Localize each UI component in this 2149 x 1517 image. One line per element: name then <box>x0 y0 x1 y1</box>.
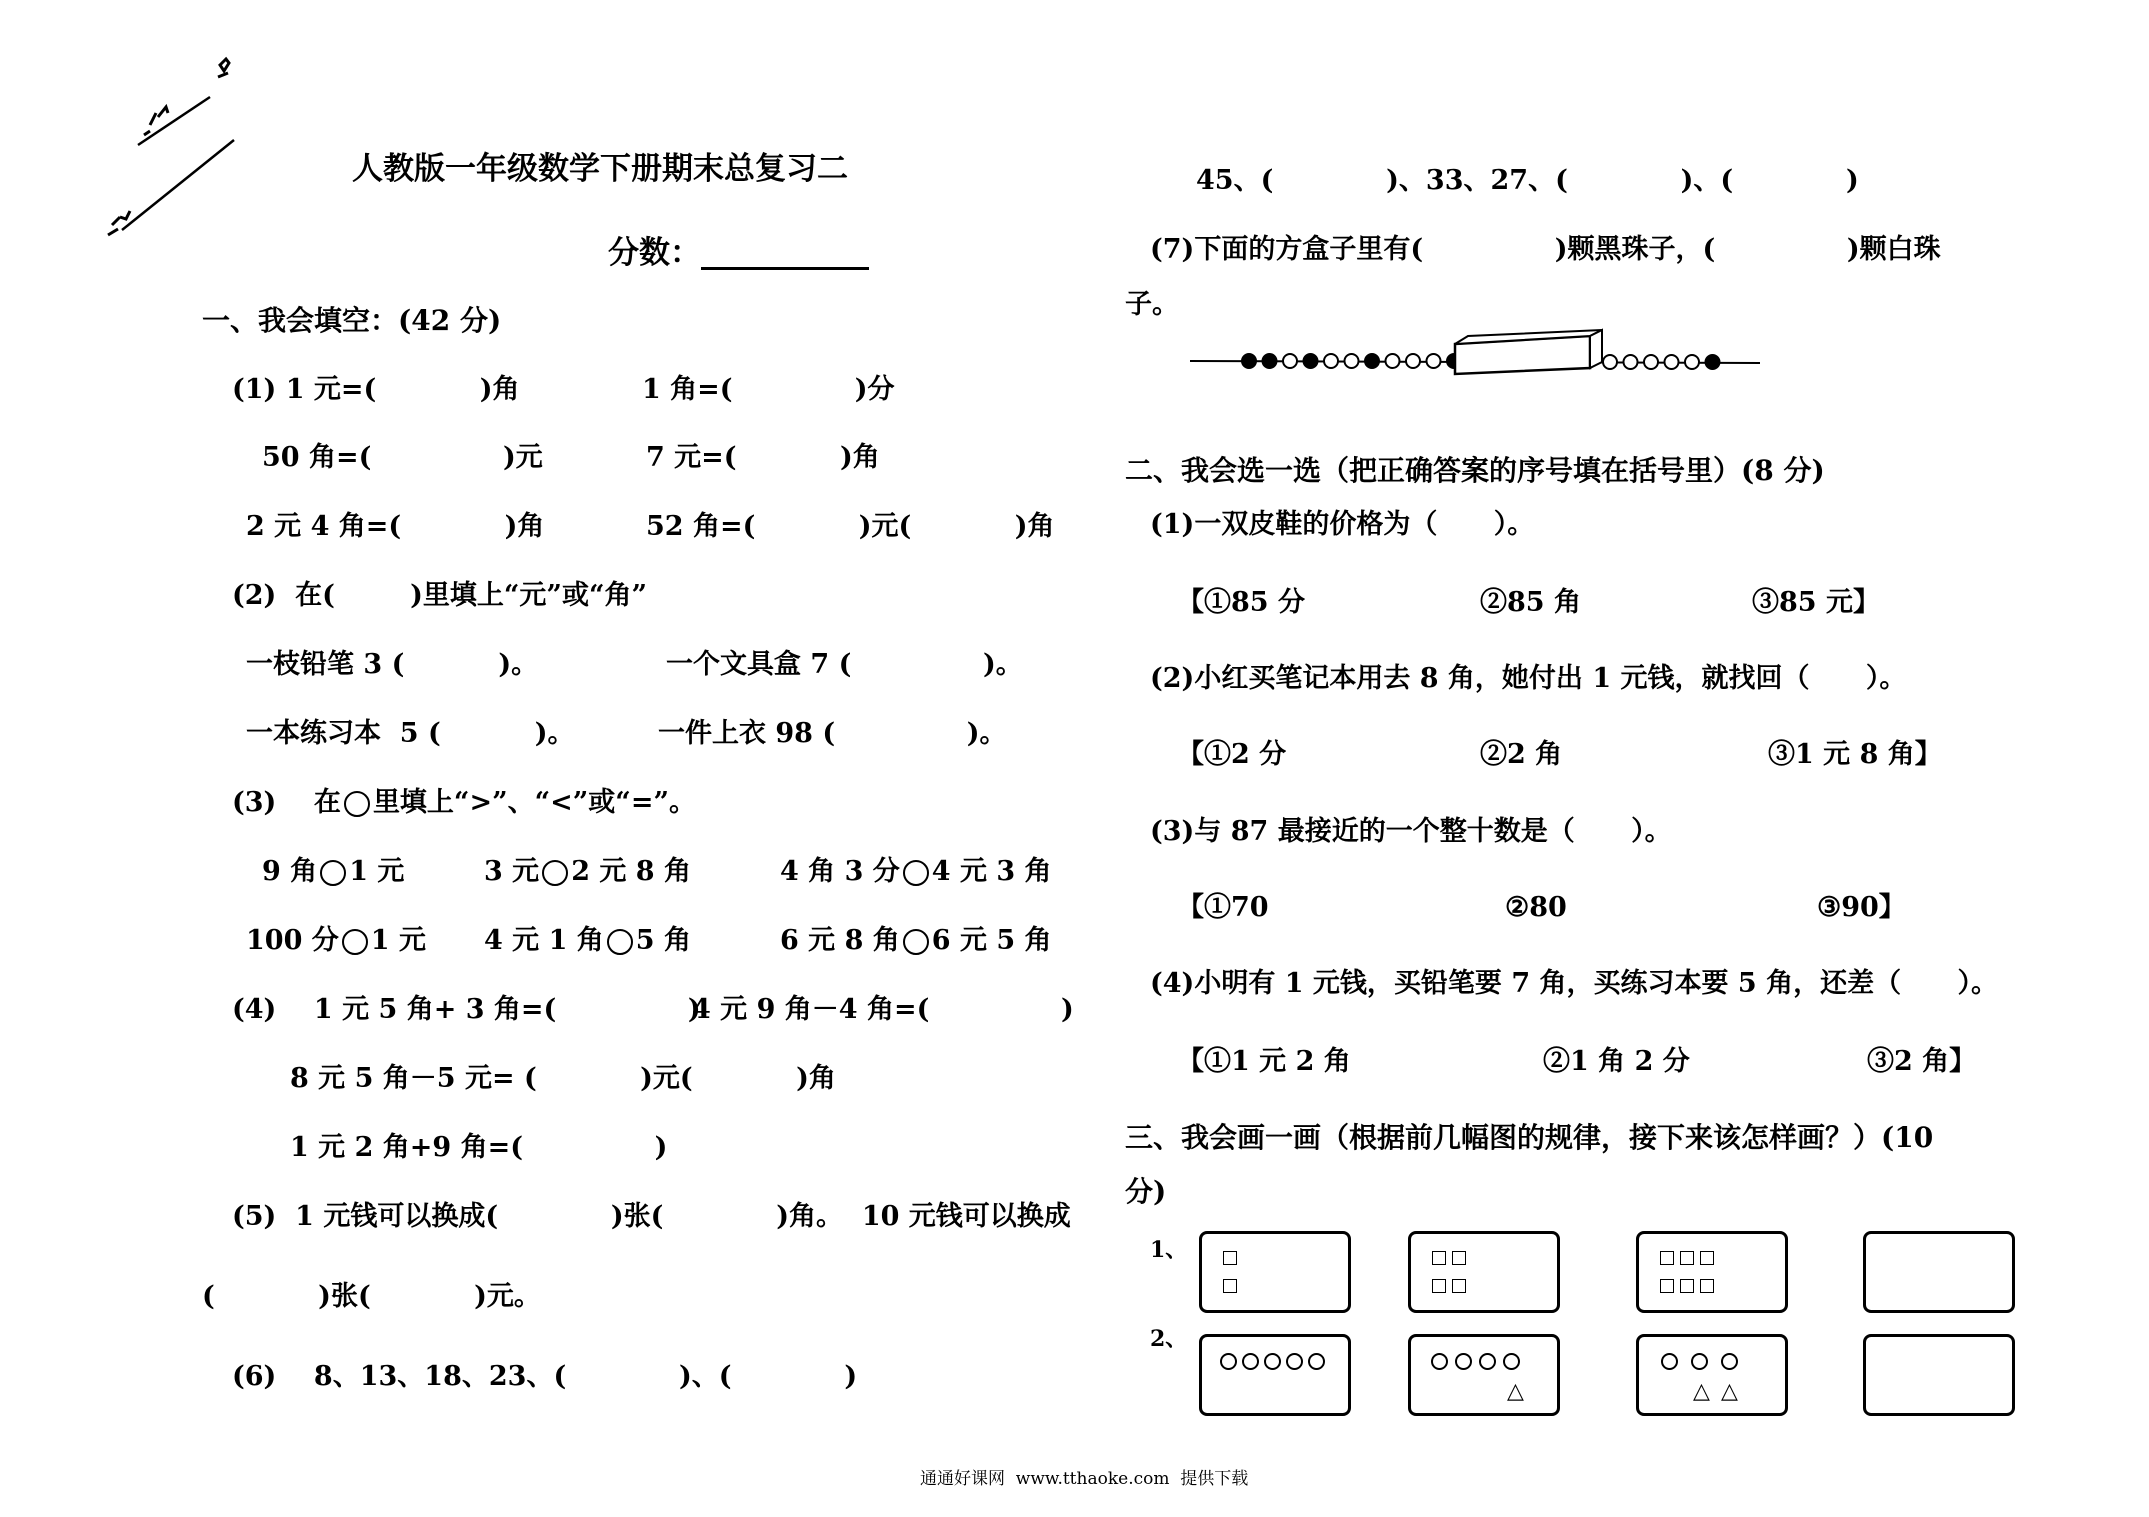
white-bead <box>1283 354 1297 368</box>
black-bead <box>1242 354 1256 368</box>
q2-item-d: 一件上衣 98 ( )。 <box>658 718 1007 749</box>
black-bead <box>1365 354 1379 368</box>
s2-option[interactable]: ②85 角 <box>1480 587 1581 618</box>
white-bead <box>1345 354 1359 368</box>
square-icon <box>1452 1279 1466 1293</box>
answer-draw-box[interactable] <box>1863 1231 2015 1313</box>
white-bead <box>1624 355 1638 369</box>
pattern-box <box>1636 1231 1788 1313</box>
q4-a: (4) 1 元 5 角+ 3 角=( ) <box>232 994 701 1025</box>
s2-option[interactable]: ②1 角 2 分 <box>1543 1046 1690 1077</box>
square-icon <box>1700 1279 1714 1293</box>
white-bead <box>1324 354 1338 368</box>
q3-r2-item: 6 元 8 角 6 元 5 角 <box>780 925 1052 956</box>
q3-intro: (3) 在 里填上“>”、“<”或“=”。 <box>232 787 696 818</box>
q7-b: 子。 <box>1125 289 1179 320</box>
pattern-box <box>1636 1334 1788 1416</box>
circle-icon <box>1431 1353 1448 1370</box>
q4-c: 8 元 5 角－5 元= ( )元( )角 <box>290 1063 836 1094</box>
square-icon <box>1432 1279 1446 1293</box>
pattern-box <box>1408 1334 1560 1416</box>
q5-b: ( )张( )元。 <box>202 1281 541 1312</box>
s2-option[interactable]: ③90】 <box>1817 892 1906 923</box>
square-icon <box>1223 1279 1237 1293</box>
triangle-icon: △ <box>1721 1379 1738 1404</box>
q3-r1-item: 3 元 2 元 8 角 <box>484 856 691 887</box>
white-bead <box>1603 355 1617 369</box>
q3-r1-item: 9 角 1 元 <box>262 856 405 887</box>
s2-question: (4)小明有 1 元钱，买铅笔要 7 角，买练习本要 5 角，还差（ ）。 <box>1150 968 1998 999</box>
pattern-row-label: 2、 <box>1150 1326 1188 1352</box>
circle-icon <box>1691 1353 1708 1370</box>
circle-icon <box>1721 1353 1738 1370</box>
footer-credit: 通通好课网 www.tthaoke.com 提供下载 <box>920 1469 1249 1489</box>
circle-icon <box>1242 1353 1259 1370</box>
white-bead <box>1644 355 1658 369</box>
q3-r2-item: 4 元 1 角 5 角 <box>484 925 691 956</box>
answer-circle[interactable] <box>320 860 346 886</box>
answer-circle[interactable] <box>903 929 929 955</box>
s2-option[interactable]: ②80 <box>1505 892 1567 923</box>
q4-b: 4 元 9 角－4 角=( ) <box>692 994 1074 1025</box>
white-bead <box>1386 354 1400 368</box>
q1-row3-b: 52 角=( )元( )角 <box>646 511 1055 542</box>
q3-r1-item: 4 角 3 分 4 元 3 角 <box>780 856 1052 887</box>
q1-row1-b: 1 角=( )分 <box>642 374 895 405</box>
circle-icon <box>1220 1353 1237 1370</box>
s2-question: (2)小红买笔记本用去 8 角，她付出 1 元钱，就找回（ ）。 <box>1150 663 1907 694</box>
black-bead <box>1263 354 1277 368</box>
section3-heading: 三、我会画一画（根据前几幅图的规律，接下来该怎样画？）(10 <box>1125 1121 1934 1154</box>
s2-option[interactable]: 【①85 分 <box>1177 587 1305 618</box>
circle-icon <box>1479 1353 1496 1370</box>
white-bead <box>1406 354 1420 368</box>
square-icon <box>1680 1279 1694 1293</box>
pattern-row-label: 1、 <box>1150 1237 1188 1263</box>
pattern-box <box>1199 1334 1351 1416</box>
white-bead <box>1685 355 1699 369</box>
square-icon <box>1700 1251 1714 1265</box>
answer-draw-box[interactable] <box>1863 1334 2015 1416</box>
q1-row2-b: 7 元=( )角 <box>646 442 880 473</box>
s2-option[interactable]: ③85 元】 <box>1752 587 1880 618</box>
pattern-box <box>1199 1231 1351 1313</box>
q3-r2-item: 100 分 1 元 <box>246 925 426 956</box>
s2-question: (3)与 87 最接近的一个整十数是（ ）。 <box>1150 816 1672 847</box>
bead-string-figure <box>1190 322 1770 382</box>
q1-row1-a: (1) 1 元=( )角 <box>232 374 520 405</box>
section1-heading: 一、我会填空：(42 分) <box>202 304 502 337</box>
score-blank[interactable] <box>701 239 869 270</box>
answer-circle[interactable] <box>903 860 929 886</box>
q2-item-a: 一枝铅笔 3 ( )。 <box>246 649 539 680</box>
circle-icon <box>1455 1353 1472 1370</box>
black-bead <box>1706 355 1720 369</box>
q7-a: (7)下面的方盒子里有( )颗黑珠子，( )颗白珠 <box>1150 234 1941 265</box>
page-title: 人教版一年级数学下册期末总复习二 <box>352 151 848 187</box>
q6-b: 45、( )、33、27、( )、( ) <box>1196 165 1859 196</box>
circle-icon <box>1308 1353 1325 1370</box>
s2-option[interactable]: 【①2 分 <box>1177 739 1287 770</box>
q1-row2-a: 50 角=( )元 <box>262 442 543 473</box>
q6-a: (6) 8、13、18、23、( )、( ) <box>232 1361 858 1392</box>
square-icon <box>1452 1251 1466 1265</box>
square-icon <box>1680 1251 1694 1265</box>
square-icon <box>1660 1279 1674 1293</box>
answer-circle[interactable] <box>342 929 368 955</box>
q2-intro: (2) 在( )里填上“元”或“角” <box>232 580 648 611</box>
compare-circle-icon <box>344 791 370 817</box>
square-icon <box>1660 1251 1674 1265</box>
s2-option[interactable]: ③2 角】 <box>1867 1046 1977 1077</box>
pattern-box <box>1408 1231 1560 1313</box>
section3-heading-cont: 分) <box>1125 1175 1167 1208</box>
circle-icon <box>1264 1353 1281 1370</box>
black-bead <box>1304 354 1318 368</box>
s2-option[interactable]: 【①1 元 2 角 <box>1177 1046 1351 1077</box>
triangle-icon: △ <box>1693 1379 1710 1404</box>
answer-circle[interactable] <box>607 929 633 955</box>
white-bead <box>1427 354 1441 368</box>
q2-item-b: 一个文具盒 7 ( )。 <box>666 649 1023 680</box>
q5-a: (5) 1 元钱可以换成( )张( )角。 10 元钱可以换成 <box>232 1201 1071 1232</box>
answer-circle[interactable] <box>542 860 568 886</box>
square-icon <box>1432 1251 1446 1265</box>
section2-heading: 二、我会选一选（把正确答案的序号填在括号里）(8 分) <box>1125 454 1825 487</box>
triangle-icon: △ <box>1507 1379 1524 1404</box>
circle-icon <box>1503 1353 1520 1370</box>
circle-icon <box>1661 1353 1678 1370</box>
s2-option[interactable]: ②2 角 <box>1480 739 1563 770</box>
binding-margin-marks <box>100 55 240 255</box>
q4-d: 1 元 2 角+9 角=( ) <box>290 1132 668 1163</box>
circle-icon <box>1286 1353 1303 1370</box>
s2-option[interactable]: 【①70 <box>1177 892 1269 923</box>
s2-option[interactable]: ③1 元 8 角】 <box>1768 739 1942 770</box>
square-icon <box>1223 1251 1237 1265</box>
s2-question: (1)一双皮鞋的价格为（ ）。 <box>1150 509 1535 540</box>
q2-item-c: 一本练习本 5 ( )。 <box>246 718 575 749</box>
white-bead <box>1665 355 1679 369</box>
q1-row3-a: 2 元 4 角=( )角 <box>246 511 545 542</box>
score-label: 分数： <box>608 236 869 270</box>
